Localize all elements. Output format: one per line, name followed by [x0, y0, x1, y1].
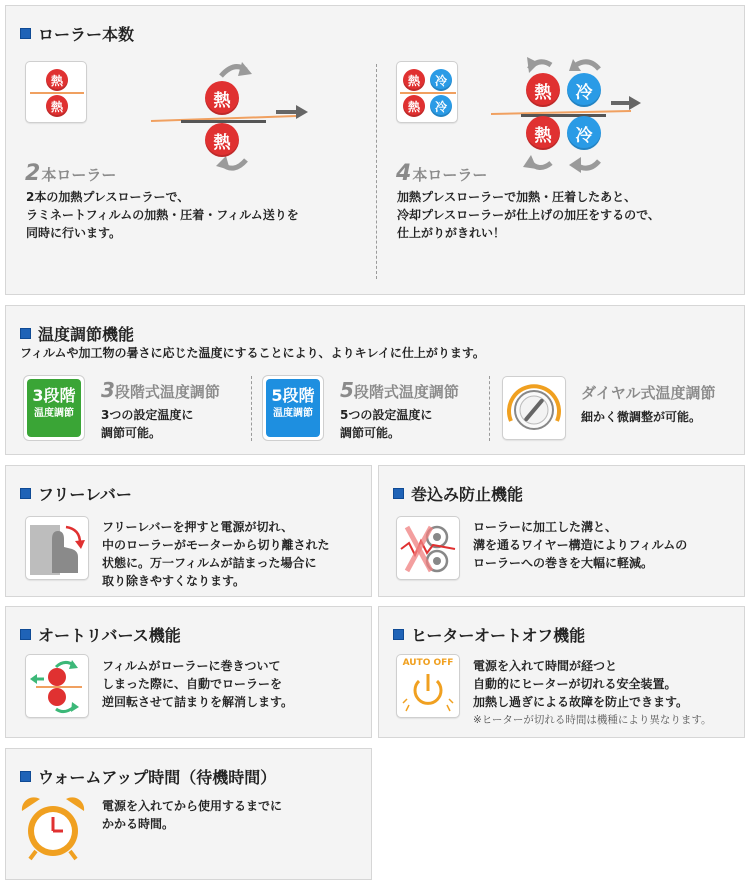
- anti-wrap-icon: [397, 517, 459, 579]
- rotation-arrowhead: [238, 62, 252, 76]
- heater-off-description: 電源を入れて時間が経つと 自動的にヒーターが切れる安全装置。 加熱し過ぎによる故障を防止できます。: [473, 659, 689, 709]
- auto-reverse-panel: [5, 606, 372, 738]
- auto-reverse-description: フィルムがローラーに巻きついて しまった際に、自動でローラーを 逆回転させて詰まりを解消します。: [102, 659, 294, 709]
- heading-square-icon: [20, 28, 31, 39]
- alarm-clock-icon: [18, 793, 88, 863]
- temp-panel: [5, 305, 745, 455]
- heading-square-icon: [20, 771, 31, 782]
- temp-title: 温度調節機能: [38, 325, 135, 344]
- free-lever-thumbnail: [25, 516, 89, 580]
- heater-off-panel: [378, 606, 745, 738]
- warmup-title: ウォームアップ時間（待機時間）: [38, 768, 277, 787]
- two-roller-diagram: [146, 56, 326, 176]
- heat-roller-icon: 熱: [205, 81, 239, 115]
- press-plate: [521, 114, 606, 117]
- heat-roller-icon: 熱: [46, 69, 68, 91]
- temp-subtitle: フィルムや加工物の暑さに応じた温度にすることにより、よりキレイに仕上がります。: [20, 346, 485, 360]
- rollers-panel: [5, 5, 745, 295]
- four-roller-description: 加熱プレスローラーで加熱・圧着したあと、 冷却プレスローラーが仕上げの加圧をするので、 仕上がりがきれい！: [397, 190, 660, 240]
- dial-title: ダイヤル式温度調節: [581, 384, 716, 402]
- two-roller-thumbnail: [25, 61, 87, 123]
- heat-roller-icon: 熱: [526, 73, 560, 107]
- auto-off-label: AUTO OFF: [402, 658, 454, 668]
- heater-off-title: ヒーターオートオフ機能: [411, 626, 586, 645]
- power-icon: [397, 655, 459, 717]
- warmup-panel: [5, 748, 372, 880]
- four-roller-diagram: [481, 51, 651, 181]
- heater-off-thumbnail: [396, 654, 460, 718]
- five-step-badge: 5段階 温度調節: [266, 379, 320, 437]
- feed-arrowhead: [296, 105, 308, 119]
- dial-icon: [503, 377, 565, 439]
- push-lever-icon: [26, 517, 88, 579]
- warmup-heading: [20, 765, 276, 788]
- rotation-arrowhead: [216, 156, 230, 170]
- anti-wrap-thumbnail: [396, 516, 460, 580]
- heading-square-icon: [20, 629, 31, 640]
- free-lever-description: フリーレバーを押すと電源が切れ、 中のローラーがモーターから切り離された 状態に。万一フィルムが詰まった場合に 取り除きやすくなります。: [102, 520, 330, 588]
- divider: [251, 376, 252, 441]
- free-lever-heading: [20, 482, 132, 505]
- free-lever-panel: [5, 465, 372, 597]
- heat-roller-icon: 熱: [526, 116, 560, 150]
- cool-roller-icon: 冷: [567, 116, 601, 150]
- five-step-title: 5段階式温度調節: [340, 378, 459, 402]
- auto-reverse-icon: [26, 655, 88, 717]
- heat-roller-icon: 熱: [403, 69, 425, 91]
- dial-description: 細かく微調整が可能。: [581, 410, 702, 424]
- dial-thumbnail: [502, 376, 566, 440]
- three-step-title: 3段階式温度調節: [101, 378, 220, 402]
- anti-wrap-description: ローラーに加工した溝と、 溝を通るワイヤー構造によりフィルムの ローラーへの巻きを大幅に軽減。: [473, 520, 688, 570]
- anti-wrap-title: 巻込み防止機能: [411, 485, 524, 504]
- rollers-title: ローラー本数: [38, 25, 135, 44]
- heat-roller-icon: 熱: [46, 95, 68, 117]
- anti-wrap-panel: [378, 465, 745, 597]
- rotation-arrowhead: [569, 157, 581, 173]
- rotation-arrowhead: [523, 155, 537, 169]
- four-roller-thumbnail: [396, 61, 458, 123]
- cool-roller-icon: 冷: [567, 73, 601, 107]
- two-roller-description: 2本の加熱プレスローラーで、 ラミネートフィルムの加熱・圧着・フィルム送りを 同時に行います。: [26, 190, 299, 240]
- warmup-description: 電源を入れてから使用するまでに かかる時間。: [102, 799, 283, 831]
- temp-heading: [20, 322, 134, 345]
- three-step-description: 3つの設定温度に 調節可能。: [101, 408, 194, 440]
- auto-reverse-thumbnail: [25, 654, 89, 718]
- heater-off-heading: [393, 623, 585, 646]
- heading-square-icon: [393, 488, 404, 499]
- heading-square-icon: [20, 328, 31, 339]
- divider: [376, 64, 377, 279]
- auto-reverse-title: オートリバース機能: [38, 626, 181, 645]
- feed-arrowhead: [629, 96, 641, 110]
- heading-square-icon: [20, 488, 31, 499]
- film-line: [400, 92, 456, 94]
- five-step-description: 5つの設定温度に 調節可能。: [340, 408, 433, 440]
- cool-roller-icon: 冷: [430, 95, 452, 117]
- free-lever-title: フリーレバー: [38, 485, 132, 504]
- divider: [489, 376, 490, 441]
- heater-off-note: ※ヒーターが切れる時間は機種により異なります。: [473, 714, 712, 726]
- heading-square-icon: [393, 629, 404, 640]
- cool-roller-icon: 冷: [430, 69, 452, 91]
- heat-roller-icon: 熱: [205, 123, 239, 157]
- anti-wrap-heading: [393, 482, 523, 505]
- film-line: [491, 111, 631, 114]
- heat-roller-icon: 熱: [403, 95, 425, 117]
- rotation-arrow-icon: [576, 62, 599, 69]
- rollers-heading: [20, 22, 134, 45]
- three-step-badge: 3段階 温度調節: [27, 379, 81, 437]
- film-line: [30, 92, 84, 94]
- two-roller-caption: 2 本ローラー: [25, 161, 117, 186]
- auto-reverse-heading: [20, 623, 181, 646]
- four-roller-caption: 4 本ローラー: [396, 161, 488, 186]
